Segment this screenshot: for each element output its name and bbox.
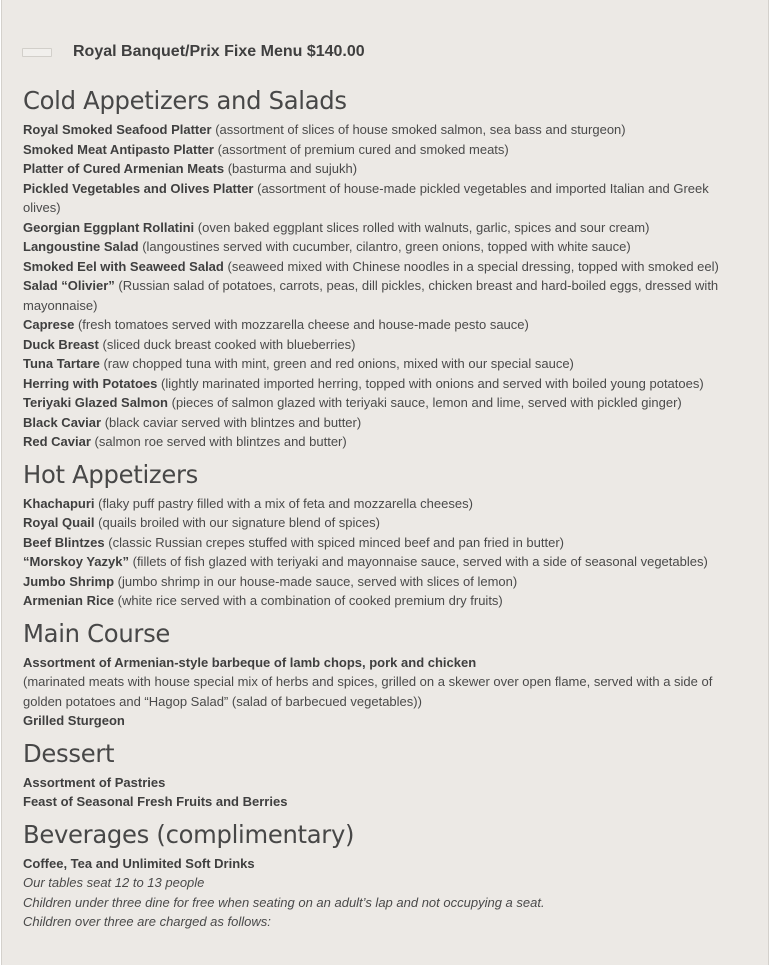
item-desc: (jumbo shrimp in our house-made sauce, served with slices of lemon) [117, 573, 518, 589]
menu-item [23, 572, 735, 592]
note-seating: Our tables seat 12 to 13 people [23, 875, 205, 890]
menu-item [23, 140, 735, 160]
item-name: Royal Smoked Seafood Platter [23, 122, 212, 137]
item-name: Langoustine Salad [23, 239, 139, 254]
item-list [23, 494, 735, 611]
menu-item [23, 159, 735, 179]
menu-item-description [23, 672, 735, 711]
note-children-under-three: Children under three dine for free when seating on an adult’s lap and not occupying a seat. [23, 894, 545, 910]
menu-item [23, 413, 735, 433]
menu-item [23, 257, 735, 277]
item-name: Caprese [23, 317, 75, 332]
item-name: Herring with Potatoes [23, 375, 158, 391]
section-hot-appetizers [23, 458, 735, 611]
item-desc: (fillets of fish glazed with teriyaki and mayonnaise sauce, served with a side of seasonal vegetables) [132, 554, 708, 569]
menu-content [23, 84, 735, 938]
item-name: Assortment of Pastries [23, 774, 166, 790]
menu-item [23, 854, 735, 874]
item-desc: (pieces of salmon glazed with teriyaki sauce, lemon and lime, served with pickled ginger) [171, 395, 682, 410]
item-name: “Morskoy Yazyk” [23, 554, 129, 569]
item-name: Beef Blintzes [23, 534, 105, 550]
item-desc: (marinated meats with house special mix of herbs and spices, grilled on a skewer over open flame, served with a side of golden potatoes and “Hagop Salad” (salad of barbecued vegetables)) [23, 674, 713, 709]
section-main-course [23, 617, 735, 731]
menu-item [23, 393, 735, 413]
menu-item [23, 513, 735, 533]
menu-item [23, 335, 735, 355]
item-name: Tuna Tartare [23, 356, 100, 371]
item-desc: (flaky puff pastry filled with a mix of feta and mozzarella cheeses) [98, 495, 473, 511]
menu-item [23, 773, 735, 793]
item-list [23, 773, 735, 812]
menu-item [23, 591, 735, 611]
item-name: Feast of Seasonal Fresh Fruits and Berries [23, 794, 288, 809]
menu-toggle-button[interactable] [22, 48, 52, 57]
item-name: Jumbo Shrimp [23, 573, 115, 589]
item-desc: (oven baked eggplant slices rolled with walnuts, garlic, spices and sour cream) [197, 219, 650, 235]
item-name: Royal Quail [23, 515, 95, 530]
item-desc: (sliced duck breast cooked with blueberries) [102, 336, 356, 352]
item-desc: (assortment of premium cured and smoked meats) [217, 141, 509, 157]
menu-item [23, 711, 735, 731]
item-name: Red Caviar [23, 434, 91, 449]
item-desc: (salmon roe served with blintzes and butter) [94, 434, 347, 449]
item-name: Black Caviar [23, 414, 102, 430]
menu-item [23, 432, 735, 452]
item-desc: (seaweed mixed with Chinese noodles in a special dressing, topped with smoked eel) [227, 258, 719, 274]
section-title: Main Course [23, 618, 171, 648]
section-beverages [23, 818, 735, 932]
section-cold-appetizers [23, 84, 735, 452]
menu-item [23, 120, 735, 140]
section-title: Beverages (complimentary) [23, 819, 355, 849]
menu-header [22, 42, 365, 62]
item-list [23, 653, 735, 731]
item-name: Teriyaki Glazed Salmon [23, 395, 168, 410]
menu-item [23, 354, 735, 374]
menu-item [23, 276, 735, 315]
item-name: Duck Breast [23, 336, 99, 352]
item-name: Armenian Rice [23, 593, 115, 608]
item-desc: (lightly marinated imported herring, topped with onions and served with boiled young potatoes) [160, 375, 704, 391]
item-name: Georgian Eggplant Rollatini [23, 219, 195, 235]
menu-item [23, 179, 735, 218]
item-name: Platter of Cured Armenian Meats [23, 161, 225, 176]
item-desc: (basturma and sujukh) [227, 161, 358, 176]
note-children-over-three: Children over three are charged as follows: [23, 914, 271, 929]
item-name: Salad “Olivier” [23, 278, 115, 293]
item-desc: (assortment of slices of house smoked salmon, sea bass and sturgeon) [215, 122, 626, 137]
item-desc: (classic Russian crepes stuffed with spiced minced beef and pan fried in butter) [108, 534, 564, 550]
menu-item [23, 237, 735, 257]
menu-item [23, 792, 735, 812]
item-name: Grilled Sturgeon [23, 713, 125, 728]
item-name: Smoked Meat Antipasto Platter [23, 141, 214, 157]
item-name: Smoked Eel with Seaweed Salad [23, 258, 224, 274]
section-title: Dessert [23, 738, 115, 768]
menu-item [23, 374, 735, 394]
section-title: Hot Appetizers [23, 459, 199, 489]
menu-item [23, 552, 735, 572]
menu-title: Royal Banquet/Prix Fixe Menu $140.00 [73, 43, 365, 60]
item-desc: (black caviar served with blintzes and butter) [104, 414, 362, 430]
item-desc: (assortment of house-made pickled vegetables and imported Italian and Greek olives) [23, 180, 709, 215]
menu-page [1, 0, 769, 965]
item-desc: (quails broiled with our signature blend of spices) [98, 515, 380, 530]
item-name: Khachapuri [23, 495, 95, 511]
item-list [23, 854, 735, 932]
menu-item [23, 218, 735, 238]
section-dessert [23, 737, 735, 812]
item-desc: (Russian salad of potatoes, carrots, peas, dill pickles, chicken breast and hard-boiled eggs, dressed with mayonnaise) [23, 278, 719, 313]
menu-item [23, 494, 735, 514]
item-list [23, 120, 735, 452]
menu-item [23, 533, 735, 553]
item-name: Coffee, Tea and Unlimited Soft Drinks [23, 855, 255, 871]
item-name: Pickled Vegetables and Olives Platter [23, 180, 254, 196]
item-desc: (fresh tomatoes served with mozzarella cheese and house-made pesto sauce) [77, 317, 529, 332]
item-desc: (langoustines served with cucumber, cilantro, green onions, topped with white sauce) [142, 239, 631, 254]
menu-item [23, 653, 735, 673]
menu-item [23, 315, 735, 335]
item-name: Assortment of Armenian-style barbeque of lamb chops, pork and chicken [23, 654, 477, 670]
item-desc: (white rice served with a combination of cooked premium dry fruits) [117, 593, 503, 608]
section-title: Cold Appetizers and Salads [23, 86, 347, 115]
item-desc: (raw chopped tuna with mint, green and red onions, mixed with our special sauce) [103, 356, 574, 371]
